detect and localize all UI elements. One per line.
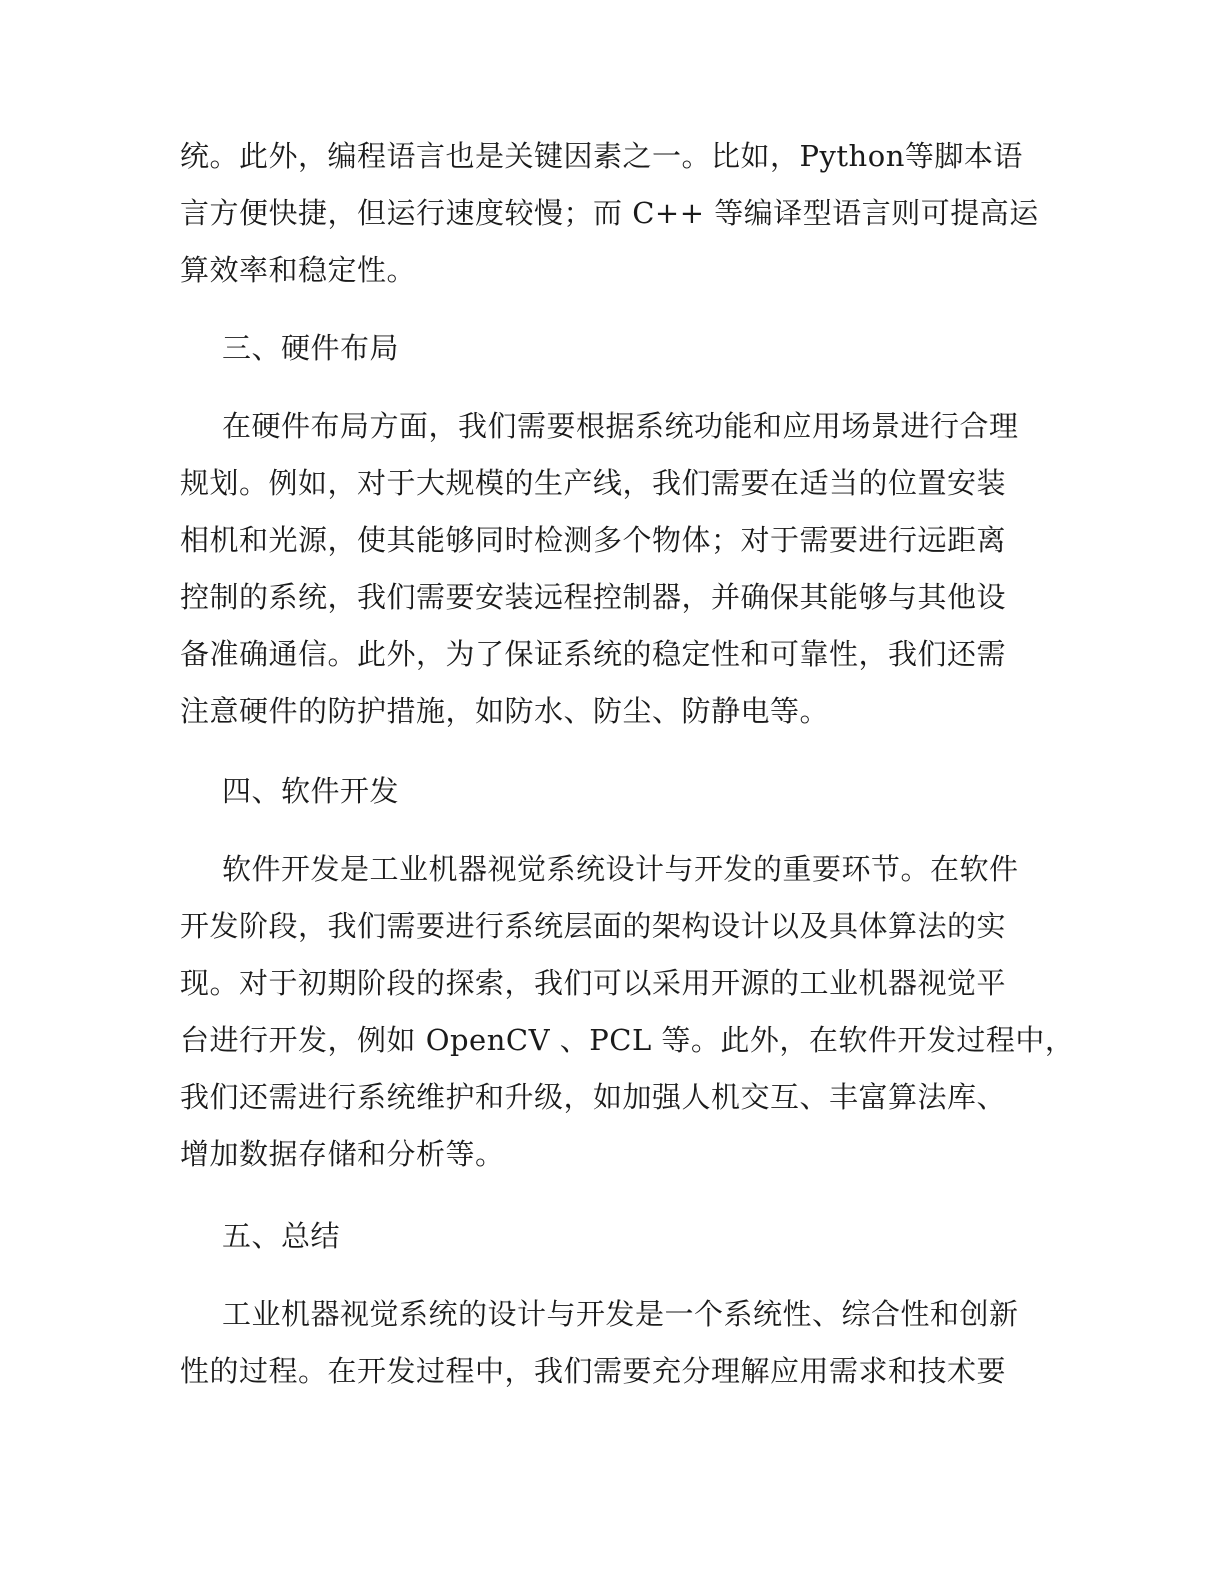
paragraph-line: 工业机器视觉系统的设计与开发是一个系统性、综合性和创新 [222, 1297, 1019, 1331]
paragraph-line: 相机和光源，使其能够同时检测多个物体；对于需要进行远距离 [180, 523, 1007, 557]
section-heading: 四、软件开发 [222, 774, 400, 808]
paragraph-line: 注意硬件的防护措施，如防水、防尘、防静电等。 [180, 694, 830, 728]
paragraph-line: 言方便快捷，但运行速度较慢；而 C++ 等编译型语言则可提高运 [180, 196, 1039, 230]
paragraph-line: 控制的系统，我们需要安装远程控制器，并确保其能够与其他设 [180, 580, 1007, 614]
section-heading: 三、硬件布局 [222, 331, 400, 365]
paragraph-line: 性的过程。在开发过程中，我们需要充分理解应用需求和技术要 [180, 1354, 1007, 1388]
paragraph-line: 台进行开发，例如 OpenCV 、PCL 等。此外，在软件开发过程中， [180, 1023, 1075, 1057]
paragraph-line: 现。对于初期阶段的探索，我们可以采用开源的工业机器视觉平 [180, 966, 1007, 1000]
paragraph-line: 软件开发是工业机器视觉系统设计与开发的重要环节。在软件 [222, 852, 1019, 886]
section-heading: 五、总结 [222, 1219, 341, 1253]
paragraph-line: 算效率和稳定性。 [180, 253, 417, 287]
paragraph-line: 在硬件布局方面，我们需要根据系统功能和应用场景进行合理 [222, 409, 1019, 443]
paragraph-line: 我们还需进行系统维护和升级，如加强人机交互、丰富算法库、 [180, 1080, 1007, 1114]
paragraph-line: 备准确通信。此外，为了保证系统的稳定性和可靠性，我们还需 [180, 637, 1007, 671]
paragraph-line: 增加数据存储和分析等。 [180, 1137, 505, 1171]
paragraph-line: 规划。例如，对于大规模的生产线，我们需要在适当的位置安装 [180, 466, 1007, 500]
paragraph-line: 开发阶段，我们需要进行系统层面的架构设计以及具体算法的实 [180, 909, 1007, 943]
paragraph-line: 统。此外，编程语言也是关键因素之一。比如，Python等脚本语 [180, 139, 1023, 173]
